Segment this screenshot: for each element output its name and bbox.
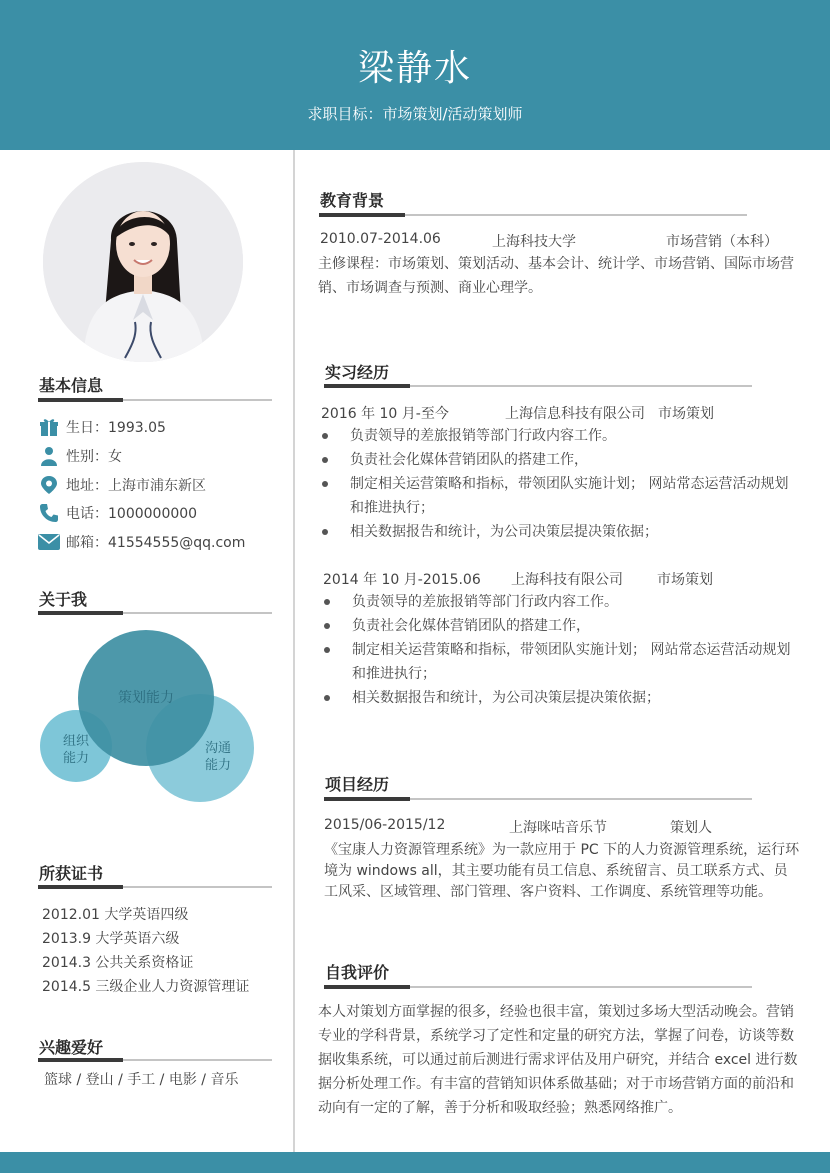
ability-venn-diagram (38, 630, 258, 806)
profile-photo (43, 162, 243, 362)
address-row (38, 474, 206, 496)
address-text: 地址：上海市浦东新区 (66, 478, 206, 494)
hobbies-title: 兴趣爱好 (39, 1038, 104, 1057)
phone-text: 电话：1000000000 (66, 506, 198, 522)
plan-ability-label: 策划能力 (118, 690, 174, 706)
footer-bar (0, 1152, 830, 1173)
self-eval-title: 自我评价 (325, 963, 390, 982)
certificate-item: 2012.01 大学英语四级 (42, 907, 189, 923)
job-period: 2014 年 10 月-2015.06 (323, 572, 481, 588)
education-courses: 主修课程：市场策划、策划活动、基本会计、统计学、市场营销、国际市场营销、市场调查与预测、商业心理学。 (318, 256, 794, 296)
portrait-illustration (43, 162, 243, 362)
phone-row (38, 502, 197, 524)
job-role: 市场策划 (658, 406, 714, 422)
mail-icon (38, 532, 60, 552)
education-school: 上海科技大学 (492, 234, 576, 250)
gift-icon (38, 417, 60, 437)
project-org: 上海咪咕音乐节 (509, 820, 607, 836)
certificate-item: 2014.5 三级企业人力资源管理证 (42, 979, 250, 995)
job-company: 上海科技有限公司 (511, 572, 623, 588)
birthday-row (38, 416, 166, 438)
column-divider (293, 150, 295, 1152)
person-icon (38, 446, 60, 466)
project-period: 2015/06-2015/12 (324, 817, 446, 833)
project-role: 策划人 (670, 820, 712, 836)
education-title: 教育背景 (320, 191, 385, 210)
education-major: 市场营销（本科） (666, 234, 778, 250)
internship-title: 实习经历 (325, 363, 390, 382)
communicate-ability-label: 沟通 能力 (204, 741, 231, 773)
project-description: 《宝康人力资源管理系统》为一款应用于 PC 下的人力资源管理系统，运行环境为 windows all，其主要功能有员工信息、系统留言、员工联系方式、员工风采、区域管理、部门管理、客户资料、工作调度、系统管理等功能。 (324, 842, 800, 900)
about-title: 关于我 (39, 590, 88, 609)
gender-row (38, 445, 122, 467)
certificates-underline (38, 886, 272, 888)
birthday-text: 生日：1993.05 (66, 420, 166, 436)
email-text: 邮箱：41554555@qq.com (66, 535, 246, 551)
header-banner (0, 0, 830, 150)
basic-info-title: 基本信息 (39, 376, 104, 395)
job-company: 上海信息科技有限公司 (505, 406, 645, 422)
job-objective: 求职目标：市场策划/活动策划师 (307, 105, 523, 123)
certificate-item: 2013.9 大学英语六级 (42, 931, 180, 947)
education-underline (319, 214, 747, 216)
location-pin-icon (38, 475, 60, 495)
email-row (38, 531, 245, 553)
about-underline (38, 612, 272, 614)
self-eval-text: 本人对策划方面掌握的很多，经验也很丰富，策划过多场大型活动晚会。营销专业的学科背景，系统学习了定性和定量的研究方法，掌握了问卷，访谈等数据收集系统，可以通过前后测进行需求评估及用户研究，并结合 excel 进行数据分析处理工作。有丰富的营销知识体系做基础；对于市场营销方面的前沿和动向有一定的了解，善于分析和吸取经验；熟悉网络推广。 (318, 1004, 798, 1116)
project-underline (324, 798, 752, 800)
hobbies-text: 篮球 / 登山 / 手工 / 电影 / 音乐 (44, 1072, 239, 1088)
basic-info-underline (38, 399, 272, 401)
organize-ability-label: 组织 能力 (62, 734, 89, 766)
job-period: 2016 年 10 月-至今 (321, 406, 449, 422)
job-role: 市场策划 (657, 572, 713, 588)
project-title: 项目经历 (325, 775, 390, 794)
certificates-title: 所获证书 (39, 864, 104, 883)
hobbies-underline (38, 1059, 272, 1061)
phone-icon (38, 503, 60, 523)
education-period: 2010.07-2014.06 (320, 231, 441, 247)
candidate-name: 梁静水 (357, 48, 472, 89)
gender-text: 性别：女 (66, 449, 122, 465)
internship-underline (324, 385, 752, 387)
certificate-item: 2014.3 公共关系资格证 (42, 955, 194, 971)
self-eval-underline (324, 986, 752, 988)
